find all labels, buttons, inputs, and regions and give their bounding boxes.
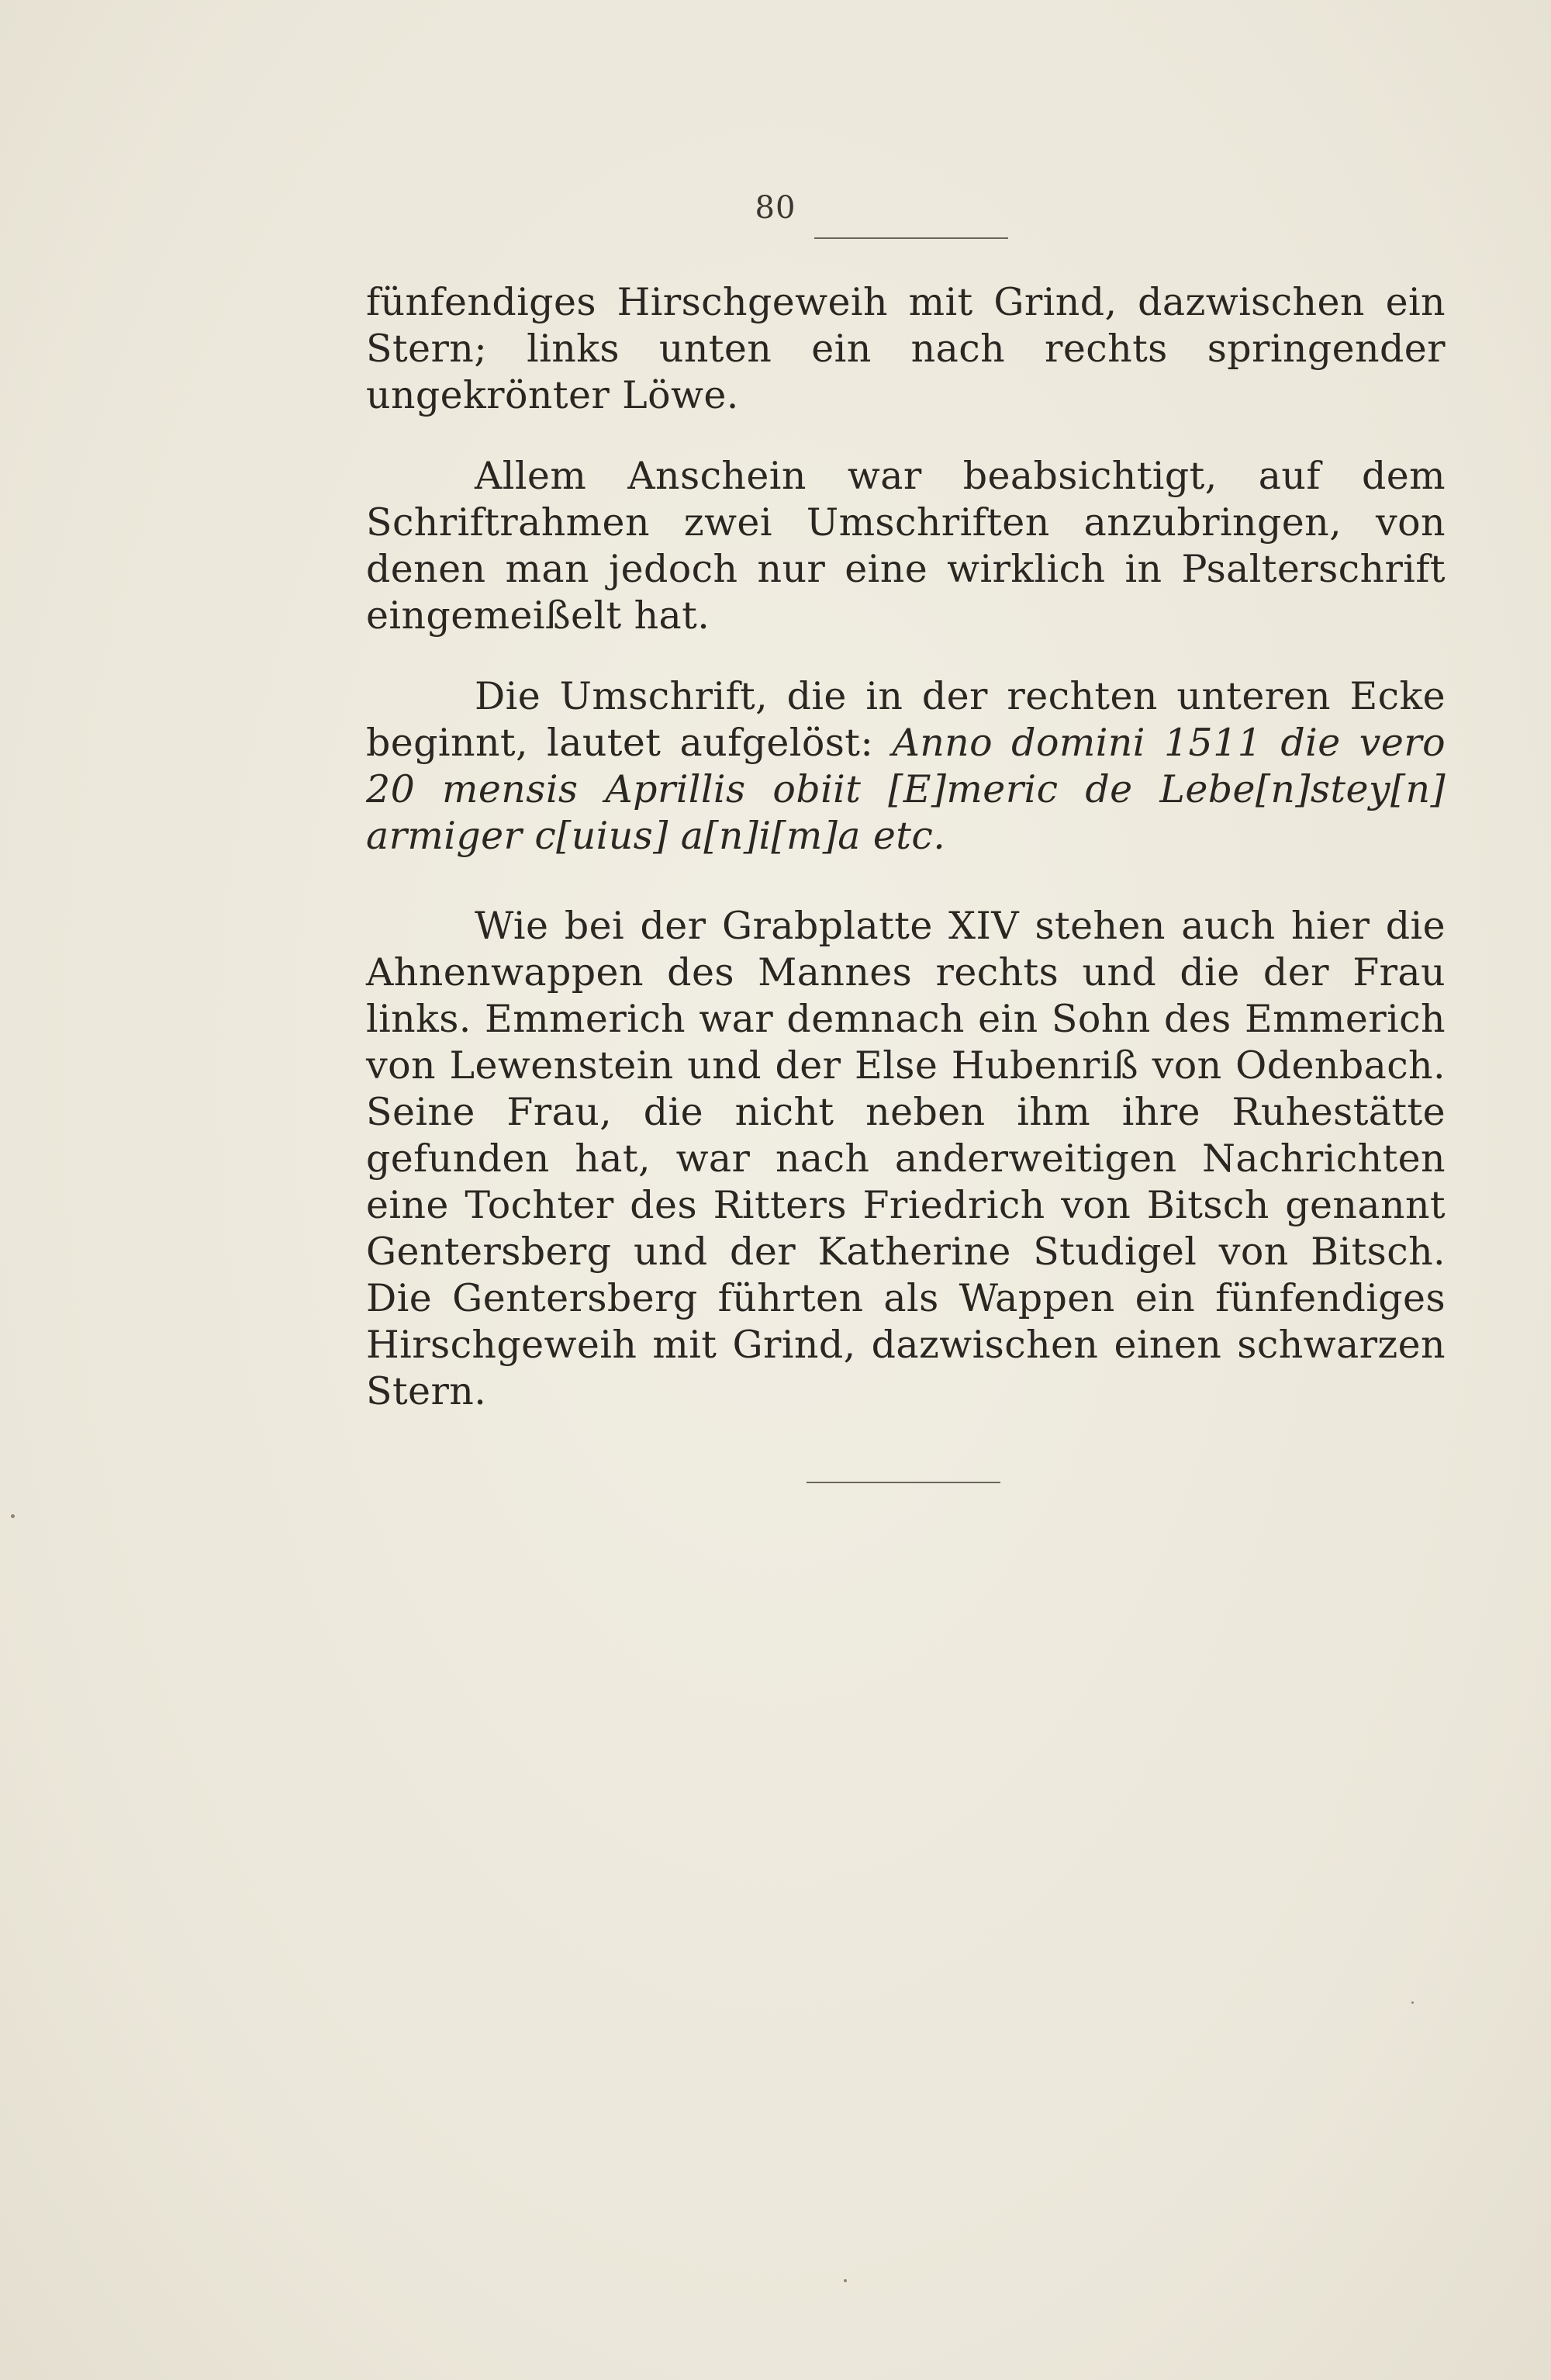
- paragraph-3: [366, 673, 1446, 860]
- paper-speck: [1411, 2001, 1414, 2004]
- paper-speck: [844, 2279, 847, 2282]
- page-number: 80: [755, 190, 796, 226]
- closing-rule: [807, 1482, 1000, 1483]
- paragraph-3-lead: Die Umschrift, die in der rechten unteren Ecke beginnt, lautet aufgelöst:: [366, 674, 1446, 765]
- paragraph-1: fünfendiges Hirschgeweih mit Grind, dazwischen ein Stern; links unten ein nach rechts springender ungekrönter Löwe.: [366, 280, 1446, 417]
- inscription-text: Anno domini 1511 die vero 20 mensis Aprillis obiit [E]meric de Lebe[n]stey[n] armiger c[uius] a[n]i[m]a etc.: [366, 721, 1446, 858]
- paper-speck: [11, 1514, 15, 1518]
- paragraph-4: Wie bei der Grabplatte XIV stehen auch hier die Ahnenwappen des Mannes rechts und die der Frau links. Emmerich war demnach ein Sohn des Emmerich von Lewenstein und der Else Hubenriß von Odenbach. Seine Frau, die nicht neben ihm ihre Ruhestätte gefunden hat, war nach anderweitigen Nachrichten eine Tochter des Ritters Friedrich von Bitsch genannt Gentersberg und der Katherine Studigel von Bitsch. Die Gentersberg führten als Wappen ein fünfendiges Hirschgeweih mit Grind, dazwischen einen schwarzen Stern.: [366, 904, 1446, 1413]
- header-rule: [814, 237, 1008, 239]
- paragraph-2: Allem Anschein war beabsichtigt, auf dem Schriftrahmen zwei Umschriften anzubringen, von denen man jedoch nur eine wirklich in Psalterschrift eingemeißelt hat.: [366, 454, 1446, 638]
- body-text: [366, 279, 1446, 1415]
